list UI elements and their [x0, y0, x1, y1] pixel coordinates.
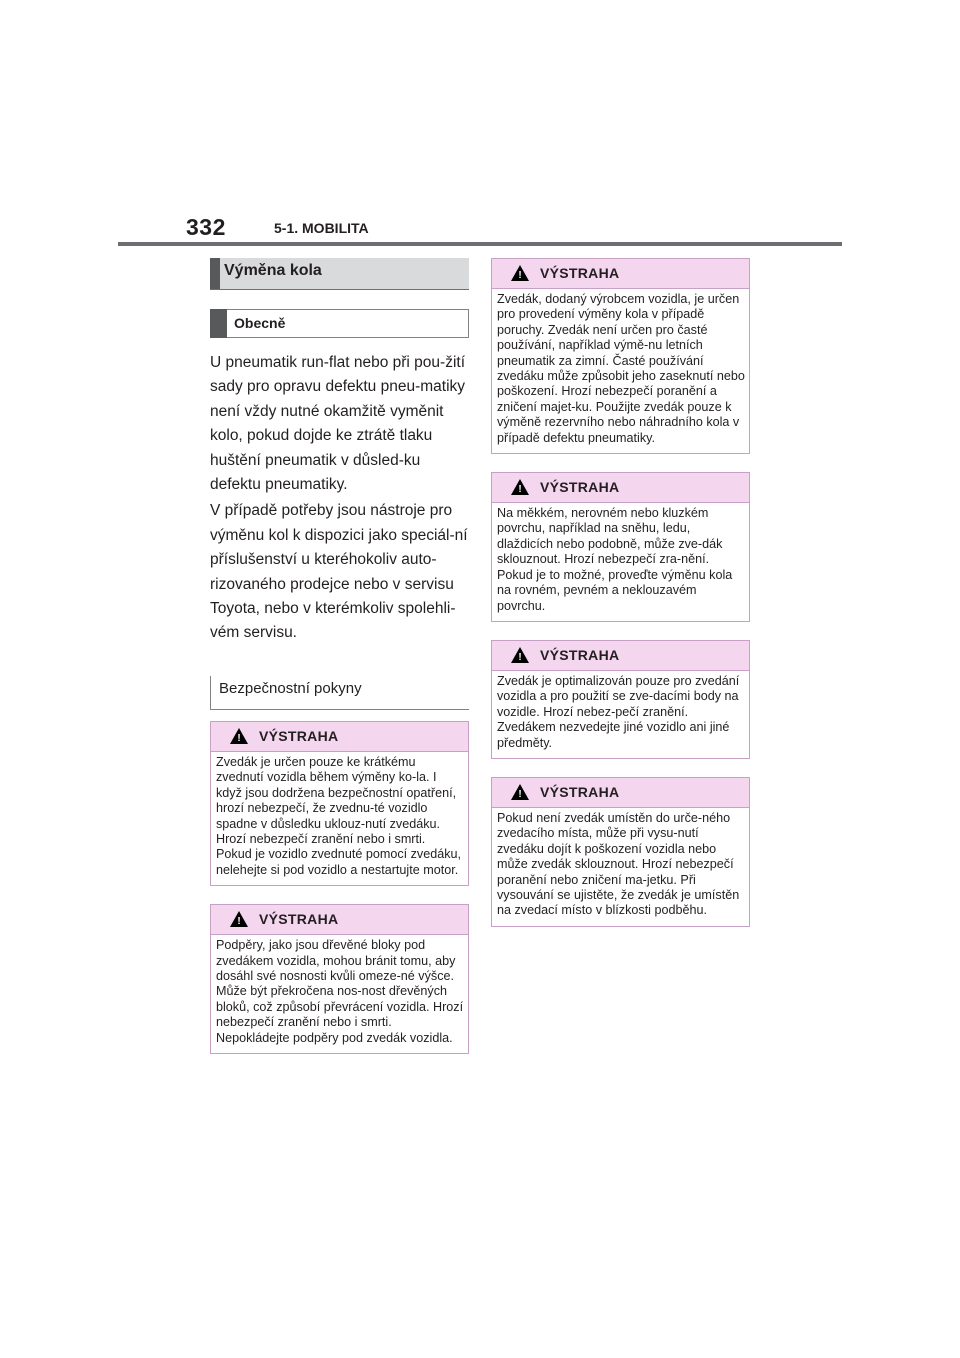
- warning-text: Pokud není zvedák umístěn do urče-ného zvedacího místa, může při vysu-nutí zvedáku dojít k poškození vozidla nebo může zvedák sklouznout. Hrozí nebezpečí poranění nebo zničení ma-jetku. Při vysouvání se ujistěte, že zvedák je umístěn na zvedací místo v blízkosti podběhu.: [497, 810, 740, 918]
- header-rule: [118, 242, 842, 246]
- warning-box: [491, 640, 750, 759]
- warning-title: ! VÝSTRAHA: [492, 259, 749, 289]
- warning-title: ! VÝSTRAHA: [492, 641, 749, 671]
- warning-text: Podpěry, jako jsou dřevěné bloky pod zvedákem vozidla, mohou bránit tomu, aby dosáhl své nosnosti kvůli omeze-né výšce. Může být překročena nos-nost dřevěných bloků, což způsobí převrácení vozidla. Hrozí nebezpečí zranění nebo i smrti. Nepokládejte podpěry pod zvedák vozidla.: [216, 938, 464, 1045]
- warning-title: ! VÝSTRAHA: [492, 473, 749, 503]
- warning-text: Zvedák je určen pouze ke krátkému zvednutí vozidla během výměny ko-la. I když jsou dodržena bezpečnostní opatření, hrozí nebezpečí, že zvednu-té vozidlo spadne v důsledku uklouz-nutí zvedáku. Hrozí nebezpečí zranění nebo i smrti. Pokud je vozidlo zvednuté pomocí zvedáku, nelehejte si pod vozidlo a nestartujte motor.: [216, 754, 462, 877]
- warning-text: Zvedák, dodaný výrobcem vozidla, je určen pro provedení výměny kola v případě poruchy. Zvedák není určen pro časté používání, například výmě-nu letních pneumatik za zimní. Časté používání zvedáku může způsobit jeho zaseknutí nebo poškození. Hrozí nebezpečí poranění a zničení majet-ku. Použijte zvedák pouze k výměně rezervního nebo náhradního kola v případě defektu pneumatiky.: [497, 292, 745, 445]
- section-label: 5-1. MOBILITA: [274, 220, 369, 236]
- warning-box: [491, 777, 750, 927]
- warning-title-text: VÝSTRAHA: [540, 479, 620, 496]
- warning-text: Zvedák je optimalizován pouze pro zvedání vozidla a pro použití se zve-dacími body na vozidle. Hrozí nebez-pečí zranění. Zvedákem nezvedejte jiné vozidlo ani jiné předměty.: [497, 673, 740, 750]
- right-column: [491, 258, 750, 927]
- safety-heading: Bezpečnostní pokyny: [210, 676, 469, 710]
- left-column: [210, 258, 469, 1054]
- warning-title: ! VÝSTRAHA: [492, 778, 749, 808]
- main-heading: [210, 258, 469, 290]
- warning-box: [491, 472, 750, 622]
- sub-heading-text: Obecně: [234, 315, 286, 331]
- warning-box: [210, 904, 469, 1054]
- warning-title-text: VÝSTRAHA: [259, 727, 339, 744]
- warning-title-text: VÝSTRAHA: [259, 911, 339, 928]
- warning-title: ! VÝSTRAHA: [211, 722, 468, 752]
- warning-title: ! VÝSTRAHA: [211, 905, 468, 935]
- warning-text: Na měkkém, nerovném nebo kluzkém povrchu, například na sněhu, ledu, dlaždicích nebo podobně, může zve-dák sklouznout. Hrozí nebezpečí zra-nění. Pokud je to možné, proveďte výměnu kola na rovném, pevném a neklouzavém povrchu.: [497, 506, 733, 613]
- page-number: 332: [186, 214, 226, 240]
- warning-box: [491, 258, 750, 454]
- sub-heading-bar: [210, 309, 227, 338]
- warning-title-text: VÝSTRAHA: [540, 646, 620, 663]
- warning-title-text: VÝSTRAHA: [540, 265, 620, 281]
- paragraph: U pneumatik run-flat nebo při pou-žití sady pro opravu defektu pneu-matiky není vždy nutné okamžitě vyměnit kolo, pokud dojde ke ztrátě tlaku huštění pneumatik v důsled-ku defektu pneumatiky.: [210, 354, 466, 494]
- body-text: [210, 351, 469, 646]
- main-heading-text: Výměna kola: [224, 262, 322, 279]
- paragraph: V případě potřeby jsou nástroje pro výměnu kol k dispozici jako speciál-ní příslušenství u kteréhokoliv auto-rizovaného prodejce nebo v servisu Toyota, nebo v kterémkoliv spolehli-vém servisu.: [210, 502, 468, 642]
- heading-bar: [210, 258, 220, 289]
- sub-heading: [210, 309, 469, 338]
- warning-box: [210, 721, 469, 886]
- warning-title-text: VÝSTRAHA: [540, 783, 620, 800]
